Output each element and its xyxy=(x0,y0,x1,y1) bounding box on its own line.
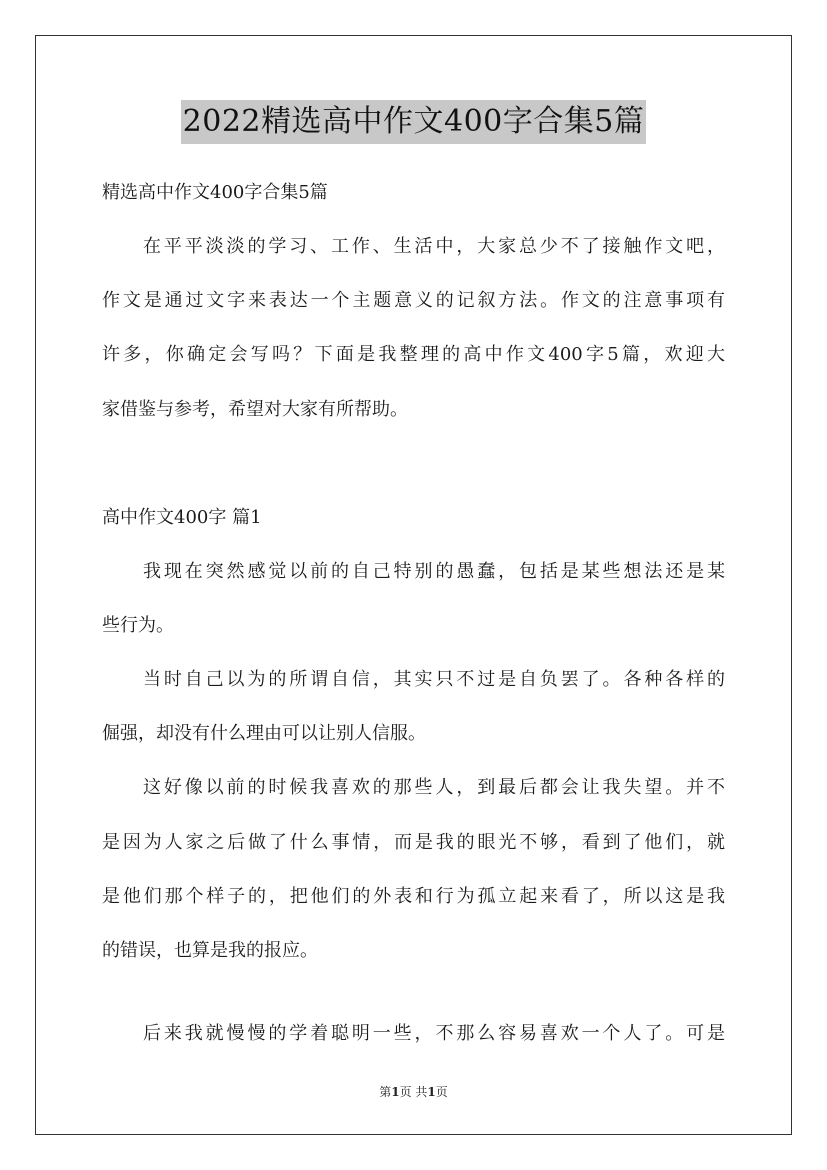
footer-prefix: 第 xyxy=(379,1085,392,1099)
intro-line: 在平平淡淡的学习、工作、生活中，大家总少不了接触作文吧， xyxy=(143,236,725,257)
footer-middle: 页 共 xyxy=(399,1085,428,1099)
body-line: 些行为。 xyxy=(102,615,174,636)
page-footer xyxy=(0,1083,827,1100)
footer-suffix: 页 xyxy=(435,1085,448,1099)
section-heading: 高中作文400字 篇1 xyxy=(102,507,262,528)
body-line: 我现在突然感觉以前的自己特别的愚蠢，包括是某些想法还是某 xyxy=(143,561,725,582)
body-line: 倔强，却没有什么理由可以让别人信服。 xyxy=(102,723,426,744)
body-line: 当时自己以为的所谓自信，其实只不过是自负罢了。各种各样的 xyxy=(143,669,725,690)
document-title: 2022精选高中作文400字合集5篇 xyxy=(181,100,647,144)
body-line: 是他们那个样子的，把他们的外表和行为孤立起来看了，所以这是我 xyxy=(102,886,725,907)
body-line: 是因为人家之后做了什么事情，而是我的眼光不够，看到了他们，就 xyxy=(102,832,725,853)
intro-line: 家借鉴与参考，希望对大家有所帮助。 xyxy=(102,399,408,420)
document-subtitle: 精选高中作文400字合集5篇 xyxy=(102,182,328,203)
intro-line: 许多，你确定会写吗？下面是我整理的高中作文400字5篇，欢迎大 xyxy=(102,344,725,365)
title-container xyxy=(0,100,827,144)
footer-page-number: 1 xyxy=(391,1085,400,1099)
body-line: 这好像以前的时候我喜欢的那些人，到最后都会让我失望。并不 xyxy=(143,777,725,798)
footer-page-total: 1 xyxy=(427,1085,436,1099)
body-line: 后来我就慢慢的学着聪明一些，不那么容易喜欢一个人了。可是 xyxy=(143,1023,725,1044)
intro-line: 作文是通过文字来表达一个主题意义的记叙方法。作文的注意事项有 xyxy=(102,290,725,311)
body-line: 的错误，也算是我的报应。 xyxy=(102,940,318,961)
